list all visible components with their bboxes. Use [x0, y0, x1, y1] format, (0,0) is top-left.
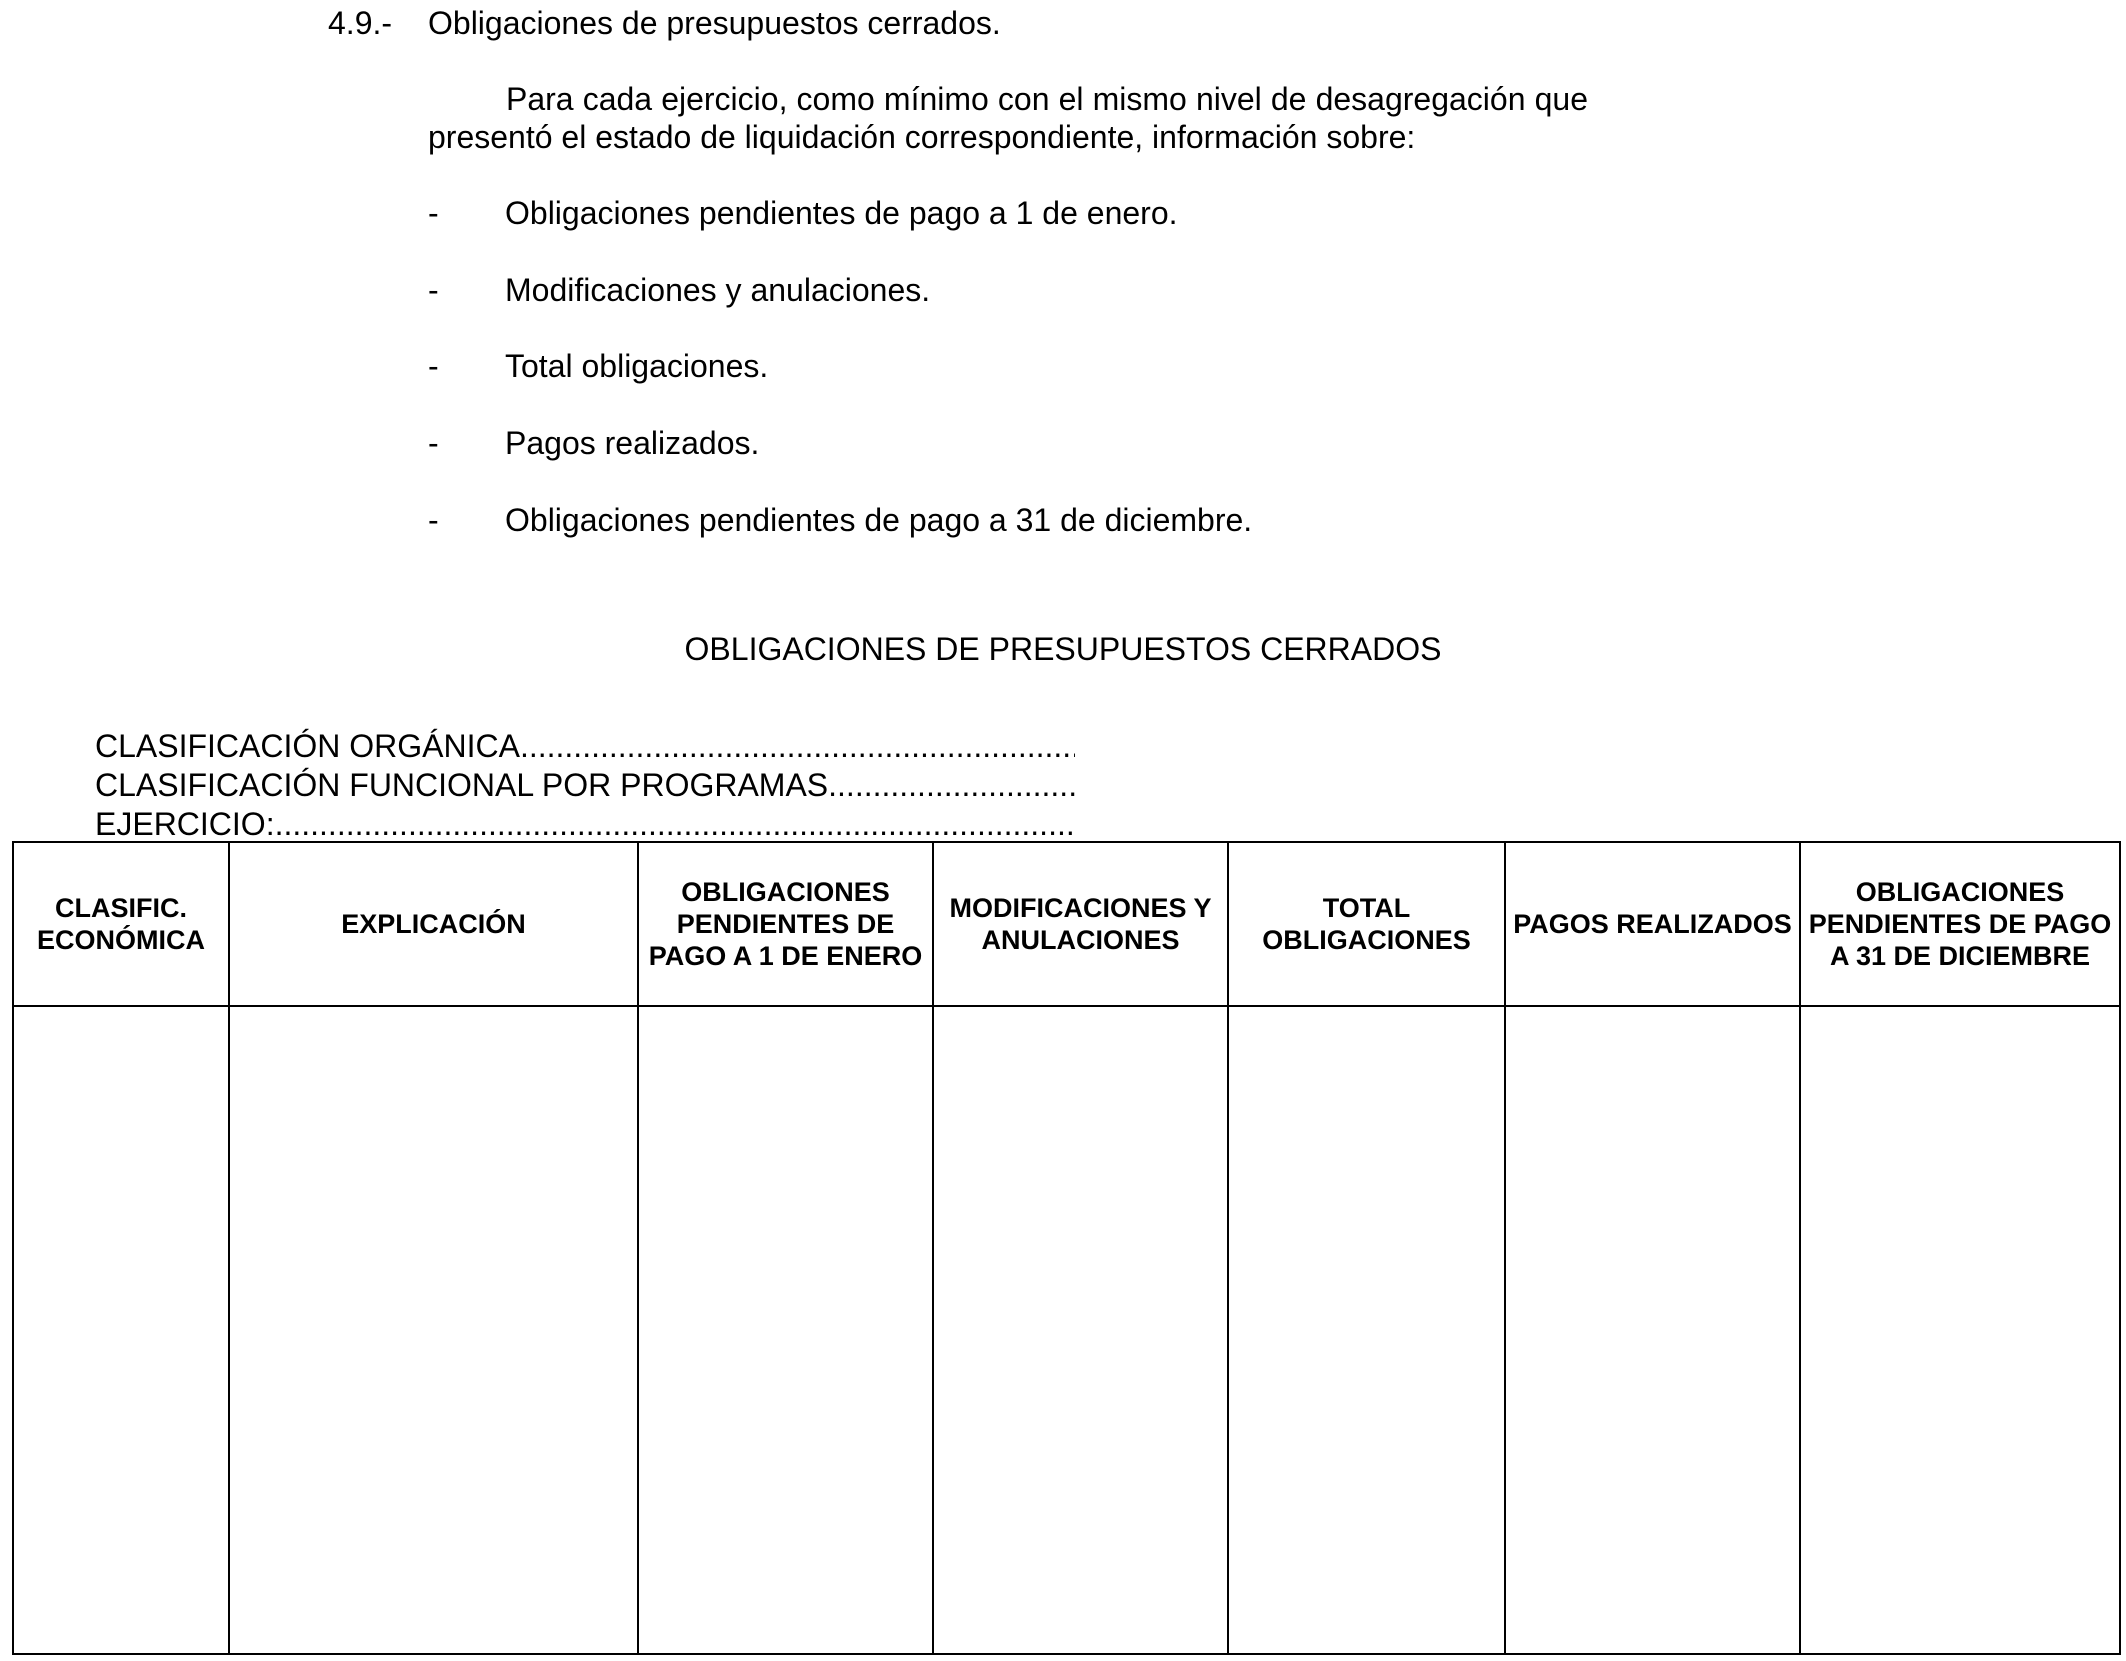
table-cell-empty[interactable] — [1800, 1006, 2120, 1654]
table-header-row — [13, 842, 2120, 1006]
info-line-funcional — [95, 766, 1075, 804]
dot-leader — [520, 727, 1075, 765]
dot-leader — [275, 805, 1075, 843]
bullet-dash: - — [428, 272, 439, 308]
info-label: CLASIFICACIÓN FUNCIONAL POR PROGRAMAS — [95, 767, 829, 803]
info-label: EJERCICIO: — [95, 806, 275, 842]
bullet-item: Modificaciones y anulaciones. — [505, 272, 931, 308]
bullet-dash: - — [428, 195, 439, 231]
bullet-dash: - — [428, 425, 439, 461]
col-header-explicacion: EXPLICACIÓN — [229, 842, 638, 1006]
bullet-item: Obligaciones pendientes de pago a 1 de enero. — [505, 195, 1178, 231]
table-cell-empty[interactable] — [229, 1006, 638, 1654]
form-title: OBLIGACIONES DE PRESUPUESTOS CERRADOS — [684, 631, 1442, 667]
table-cell-empty[interactable] — [1505, 1006, 1800, 1654]
bullet-item: Obligaciones pendientes de pago a 31 de diciembre. — [505, 502, 1253, 538]
bullet-dash: - — [428, 348, 439, 384]
intro-paragraph — [428, 80, 1588, 156]
table-cell-empty[interactable] — [933, 1006, 1228, 1654]
bullet-item: Pagos realizados. — [505, 425, 760, 461]
table-row — [13, 1006, 2120, 1654]
col-header-pendientes-diciembre: OBLIGACIONES PENDIENTES DE PAGO A 31 DE DICIEMBRE — [1800, 842, 2120, 1006]
section-number: 4.9.- — [328, 5, 393, 41]
bullet-item: Total obligaciones. — [505, 348, 769, 384]
col-header-clasific-economica: CLASIFIC. ECONÓMICA — [13, 842, 229, 1006]
info-line-organica — [95, 727, 1075, 765]
intro-text: Para cada ejercicio, como mínimo con el mismo nivel de desagregación que presentó el estado de liquidación correspondiente, información sobre: — [428, 81, 1588, 155]
col-header-total-obligaciones: TOTAL OBLIGACIONES — [1228, 842, 1505, 1006]
table-cell-empty[interactable] — [1228, 1006, 1505, 1654]
col-header-modificaciones: MODIFICACIONES Y ANULACIONES — [933, 842, 1228, 1006]
info-label: CLASIFICACIÓN ORGÁNICA — [95, 728, 520, 764]
col-header-pendientes-enero: OBLIGACIONES PENDIENTES DE PAGO A 1 DE ENERO — [638, 842, 933, 1006]
section-title: Obligaciones de presupuestos cerrados. — [428, 5, 1001, 41]
table-cell-empty[interactable] — [13, 1006, 229, 1654]
bullet-dash: - — [428, 502, 439, 538]
info-line-ejercicio — [95, 805, 1075, 843]
table-cell-empty[interactable] — [638, 1006, 933, 1654]
dot-leader — [828, 766, 1075, 804]
obligations-table — [12, 841, 2121, 1655]
col-header-pagos-realizados: PAGOS REALIZADOS — [1505, 842, 1800, 1006]
